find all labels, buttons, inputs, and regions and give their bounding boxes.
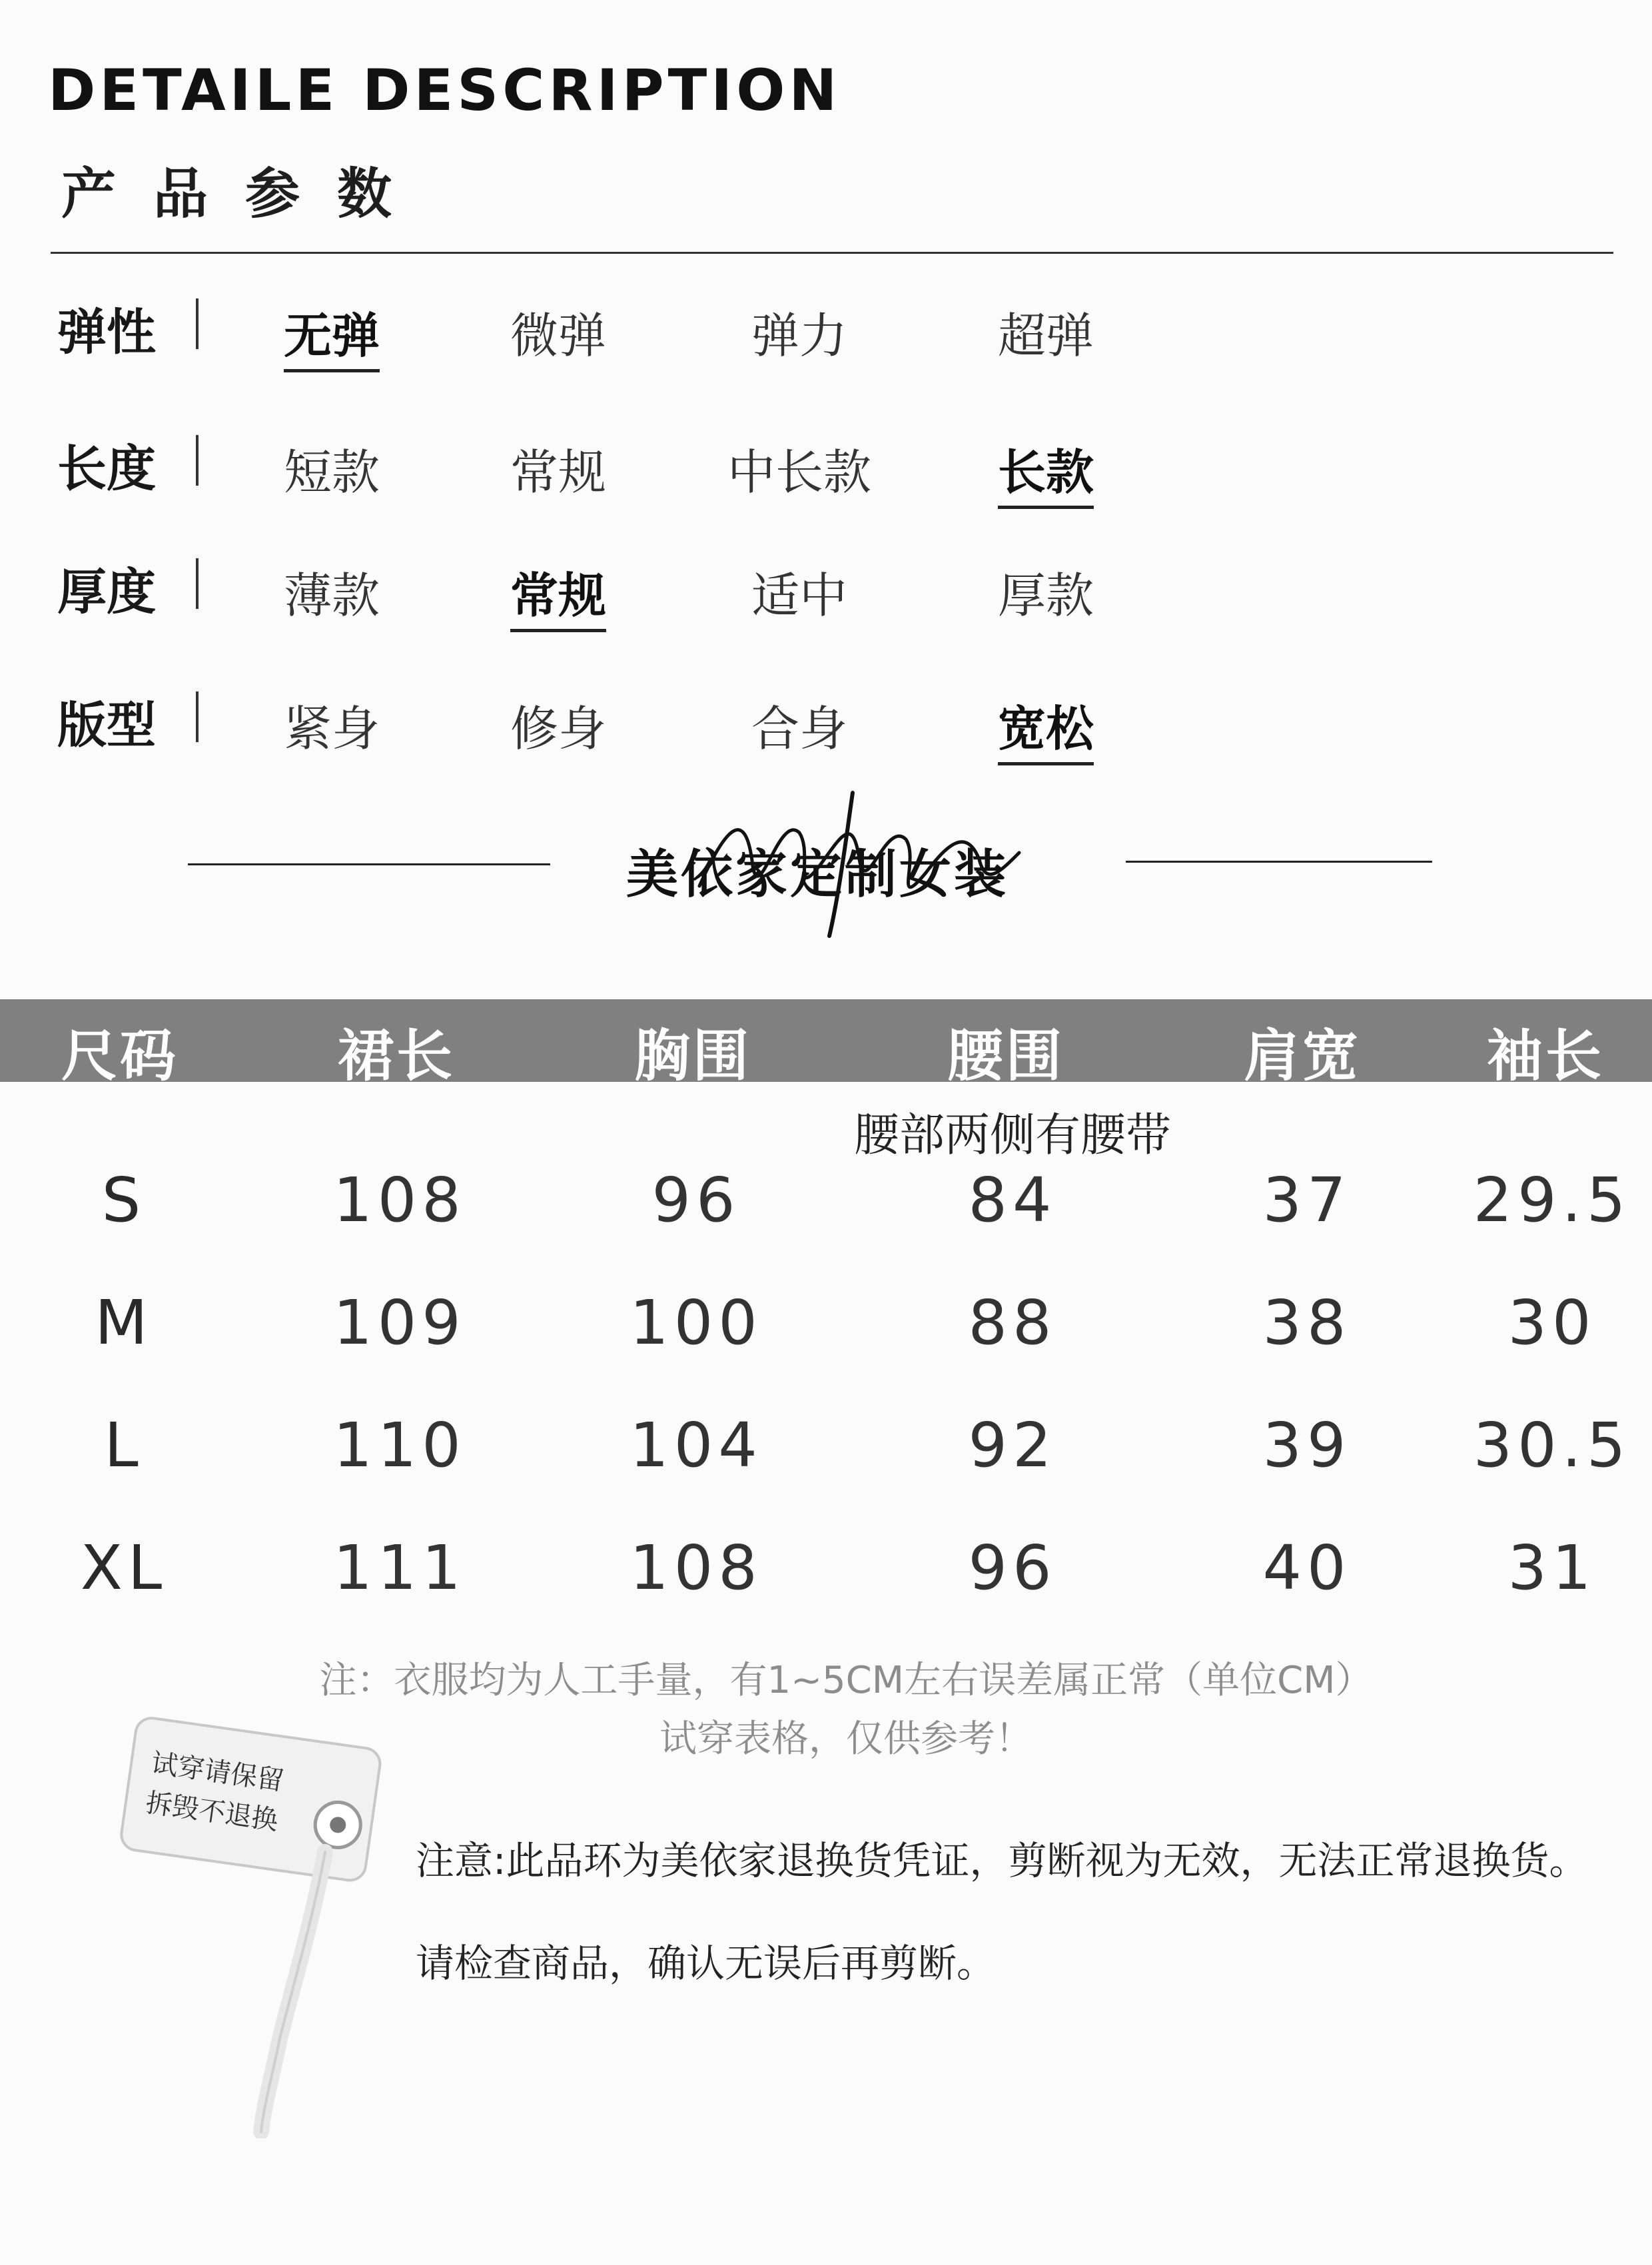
- brand-divider-left: [188, 863, 550, 865]
- notice-tag-warning: 注意:此品环为美依家退换货凭证，剪断视为无效，无法正常退换货。: [416, 1838, 1588, 1883]
- measurement-cell: 31: [1507, 1532, 1597, 1603]
- attribute-separator: [196, 435, 199, 486]
- measurement-note: 注：衣服均为人工手量，有1~5CM左右误差属正常（单位CM）: [319, 1659, 1373, 1702]
- page-title-en: DETAILE DESCRIPTION: [48, 57, 841, 124]
- measurement-cell: 108: [629, 1532, 763, 1603]
- attribute-row: [0, 293, 1652, 373]
- attribute-separator: [196, 298, 199, 349]
- page-title-cn: 产品参数: [61, 163, 430, 226]
- header-size: 尺码: [61, 1023, 179, 1089]
- divider: [51, 252, 1613, 254]
- brand-divider-right: [1126, 861, 1432, 863]
- measurement-cell: 84: [968, 1164, 1057, 1236]
- table-row: [0, 1287, 1652, 1367]
- measurement-cell: 30.5: [1473, 1410, 1631, 1481]
- measurement-cell: 88: [968, 1287, 1057, 1358]
- attribute-option: 超弹: [997, 308, 1094, 364]
- attribute-row: [0, 553, 1652, 633]
- attribute-option: 薄款: [283, 568, 380, 624]
- measurement-cell: 96: [968, 1532, 1057, 1603]
- measurement-cell: 29.5: [1473, 1164, 1631, 1236]
- brand-signature: [686, 786, 1032, 939]
- attribute-option: 合身: [751, 701, 848, 757]
- attribute-separator: [196, 558, 199, 609]
- table-row: [0, 1532, 1652, 1612]
- brand-name: 美依家定制女装: [626, 845, 1009, 905]
- attribute-option: 紧身: [283, 701, 380, 757]
- attribute-label: 厚度: [57, 564, 156, 621]
- attribute-option-selected: 常规: [510, 557, 606, 632]
- measurement-cell: 30: [1507, 1287, 1597, 1358]
- size-label: M: [95, 1287, 153, 1358]
- attribute-label: 长度: [57, 440, 156, 498]
- size-label: L: [104, 1410, 144, 1481]
- measurement-cell: 110: [333, 1410, 466, 1481]
- header-waist: 腰围: [947, 1023, 1065, 1089]
- size-label: XL: [80, 1532, 168, 1603]
- reference-note: 试穿表格，仅供参考！: [659, 1717, 1032, 1761]
- measurement-cell: 39: [1262, 1410, 1352, 1481]
- measurement-cell: 96: [651, 1164, 741, 1236]
- size-label: S: [101, 1164, 147, 1236]
- size-table-header: [0, 999, 1652, 1089]
- attribute-option: 微弹: [510, 308, 607, 364]
- measurement-cell: 38: [1262, 1287, 1352, 1358]
- attribute-option-selected: 无弹: [284, 297, 380, 372]
- table-row: [0, 1410, 1652, 1490]
- measurement-cell: 104: [629, 1410, 763, 1481]
- header-shoulder: 肩宽: [1243, 1023, 1362, 1089]
- attribute-option: 中长款: [727, 444, 872, 500]
- measurement-cell: 40: [1262, 1532, 1352, 1603]
- header-bust: 胸围: [633, 1023, 752, 1089]
- measurement-cell: 100: [629, 1287, 763, 1358]
- measurement-cell: 109: [333, 1287, 466, 1358]
- measurement-cell: 92: [968, 1410, 1057, 1481]
- attribute-option-selected: 长款: [998, 434, 1094, 509]
- attribute-option: 适中: [751, 568, 848, 624]
- waist-belt-note: 腰部两侧有腰带: [853, 1109, 1172, 1162]
- header-sleeve: 袖长: [1486, 1023, 1605, 1089]
- return-tag-image: [113, 1705, 420, 2138]
- attribute-row: [0, 686, 1652, 766]
- attribute-option: 弹力: [751, 308, 848, 364]
- measurement-cell: 108: [333, 1164, 466, 1236]
- attribute-option: 常规: [510, 444, 607, 500]
- tag-text-line1: 试穿请保留: [149, 1747, 286, 1797]
- measurement-cell: 37: [1262, 1164, 1352, 1236]
- attribute-row: [0, 430, 1652, 510]
- attribute-separator: [196, 691, 199, 742]
- header-dress-length: 裙长: [337, 1023, 456, 1089]
- attribute-option: 短款: [283, 444, 380, 500]
- attribute-label: 弹性: [57, 304, 156, 361]
- attribute-option-selected: 宽松: [998, 690, 1094, 765]
- tag-text-line2: 拆毁不退换: [143, 1787, 280, 1837]
- measurement-cell: 111: [333, 1532, 466, 1603]
- attribute-option: 厚款: [997, 568, 1094, 624]
- table-row: [0, 1164, 1652, 1244]
- attribute-option: 修身: [510, 701, 607, 757]
- notice-check-before-cut: 请检查商品，确认无误后再剪断。: [416, 1941, 996, 1986]
- attribute-label: 版型: [57, 697, 156, 754]
